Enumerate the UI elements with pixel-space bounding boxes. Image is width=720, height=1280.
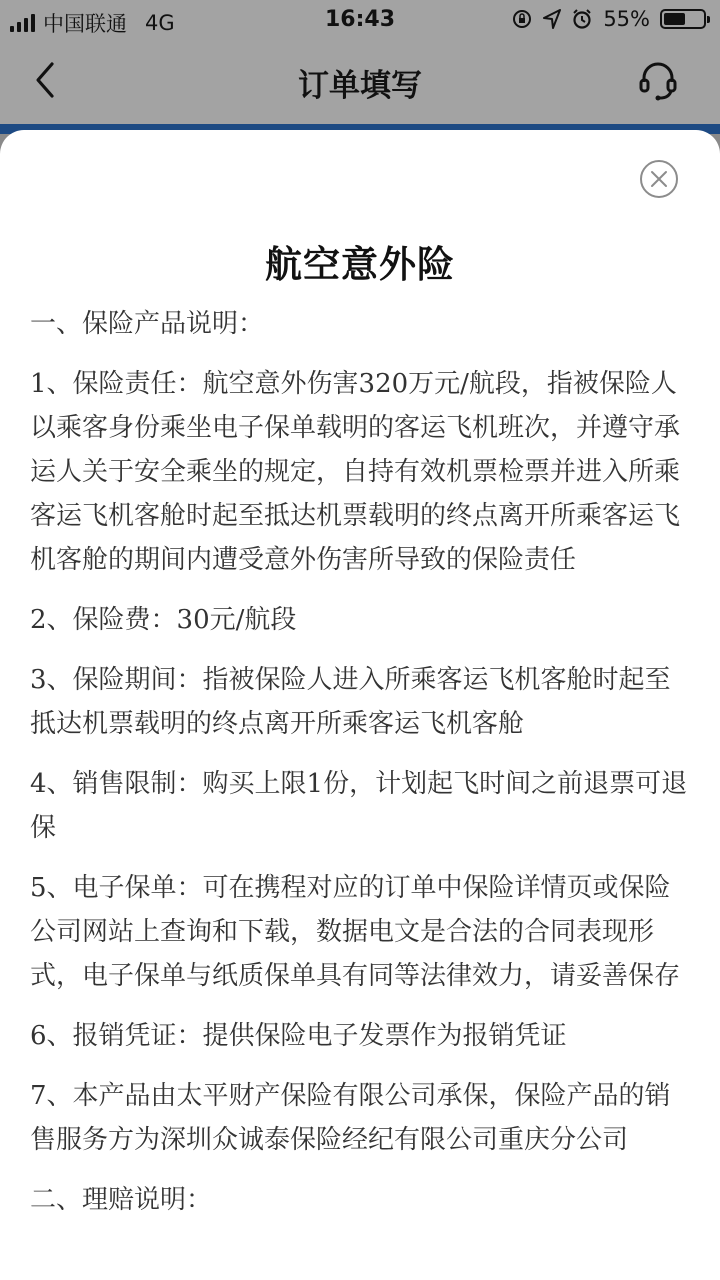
headset-icon <box>636 58 680 102</box>
clause-e-policy: 5、电子保单：可在携程对应的订单中保险详情页或保险公司网站上查询和下载，数据电文是合法的合同表现形式，电子保单与纸质保单具有同等法律效力，请妥善保存 <box>30 873 681 991</box>
clause-sales-limit: 4、销售限制：购买上限1份，计划起飞时间之前退票可退保 <box>30 769 688 843</box>
battery-percent: 55% <box>603 7 650 31</box>
sheet-title: 航空意外险 <box>265 243 455 286</box>
clause-premium: 2、保险费：30元/航段 <box>30 605 297 635</box>
close-icon <box>650 170 668 188</box>
clause-period: 3、保险期间：指被保险人进入所乘客运飞机客舱时起至抵达机票载明的终点离开所乘客运飞机客舱 <box>30 665 671 739</box>
nav-bar <box>0 40 720 124</box>
status-time: 16:43 <box>324 7 396 32</box>
battery-fill <box>664 13 685 25</box>
clause-liability: 1、保险责任：航空意外伤害320万元/航段，指被保险人以乘客身份乘坐电子保单载明的客运飞机班次，并遵守承运人关于安全乘坐的规定，自持有效机票检票并进入所乘客运飞机客舱时起至抵达机票载明的终点离开所乘客运飞机客舱的期间内遭受意外伤害所导致的保险责任 <box>30 369 681 575</box>
rotation-lock-icon <box>511 8 533 30</box>
alarm-icon <box>571 8 593 30</box>
insurance-sheet <box>0 130 720 1280</box>
status-right <box>511 7 706 31</box>
carrier-name: 中国联通 <box>43 12 127 36</box>
battery-icon <box>660 9 706 29</box>
insurance-description <box>30 302 692 1238</box>
status-bar <box>0 0 720 40</box>
clause-invoice: 6、报销凭证：提供保险电子发票作为报销凭证 <box>30 1021 567 1051</box>
customer-service-button[interactable] <box>636 58 680 102</box>
section-heading-claims: 二、理赔说明： <box>30 1185 213 1215</box>
section-heading-product: 一、保险产品说明： <box>30 309 265 339</box>
location-icon <box>543 9 561 29</box>
clause-underwriter: 7、本产品由太平财产保险有限公司承保，保险产品的销售服务方为深圳众诚泰保险经纪有限公司重庆分公司 <box>30 1081 671 1155</box>
page-title: 订单填写 <box>298 68 422 104</box>
close-button[interactable] <box>640 160 678 198</box>
network-type: 4G <box>145 11 175 35</box>
